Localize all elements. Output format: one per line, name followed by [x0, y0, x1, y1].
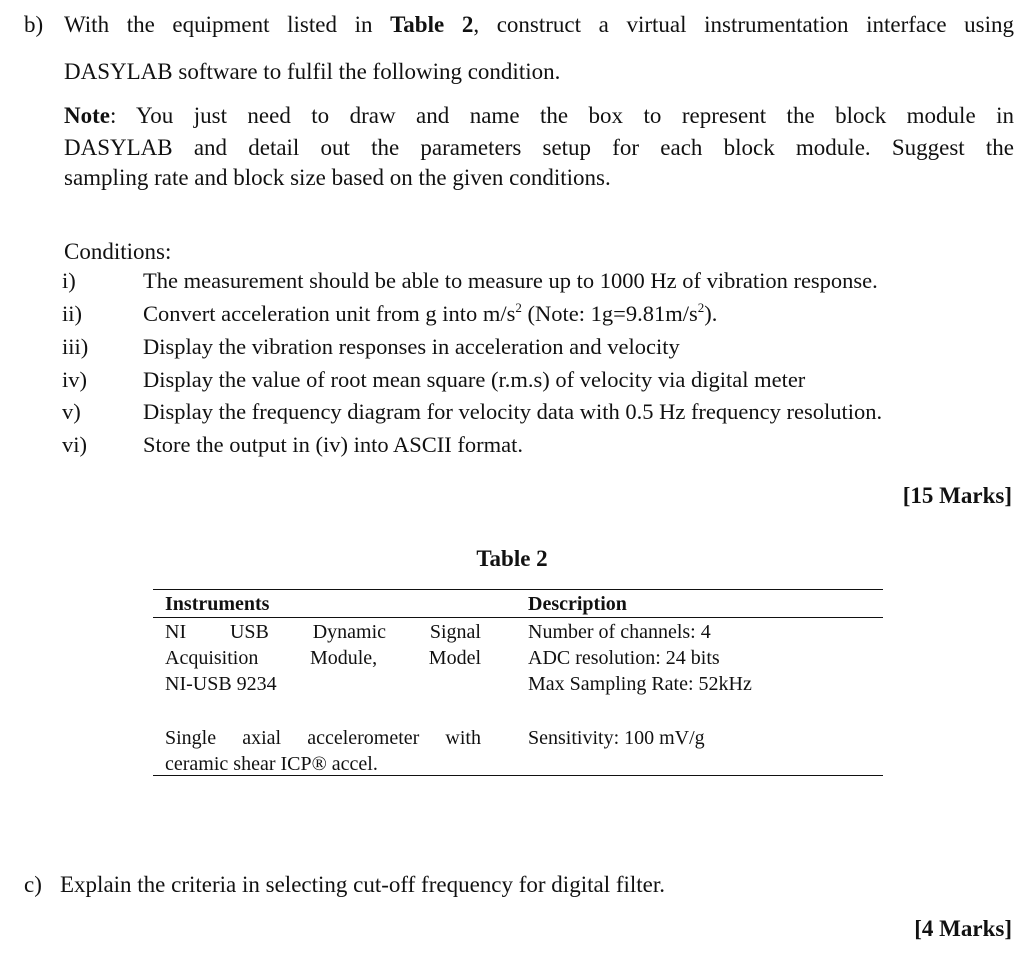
condition-text: Convert acceleration unit from g into $m/s^2$ (Note: $1g=9.81m/s^2$). [143, 300, 718, 326]
condition-item [0, 399, 1024, 429]
condition-number: v) [62, 399, 81, 424]
condition-number: ii) [62, 301, 82, 326]
condition-item [0, 432, 1024, 462]
instrument-line: Acquisition Module, Model [165, 647, 481, 669]
conditions-heading: Conditions: [64, 239, 172, 264]
condition-text: Display the value of root mean square (r.m.s) of velocity via digital meter [143, 367, 806, 392]
condition-text: Display the frequency diagram for velocity data with 0.5 Hz frequency resolution. [143, 399, 883, 424]
table-row-description: Number of channels: 4 ADC resolution: 24 bits Max Sampling Rate: 52kHz [528, 621, 752, 695]
note-line2: DASYLAB and detail out the parameters setup for each block module. Suggest the [64, 135, 1014, 160]
condition-number: vi) [62, 432, 87, 457]
condition-item [0, 367, 1024, 397]
instrument-line: Single axial accelerometer with [165, 727, 481, 749]
part-c-text: Explain the criteria in selecting cut-off frequency for digital filter. [60, 872, 666, 897]
table-row-description: Sensitivity: 100 mV/g [528, 727, 705, 749]
part-b-label: b) [24, 12, 44, 37]
part-c-label: c) [24, 872, 42, 897]
condition-item [0, 268, 1024, 298]
part-b-marks: [15 Marks] [902, 483, 1012, 508]
column-header-instruments: Instruments [165, 593, 270, 615]
part-b-line2: DASYLAB software to fulfil the following condition. [64, 59, 561, 84]
header-rule [153, 617, 883, 618]
part-c-marks: [4 Marks] [914, 916, 1012, 941]
table-row-instrument [165, 725, 481, 777]
condition-text: Display the vibration responses in acceleration and velocity [143, 334, 680, 359]
condition-text: The measurement should be able to measure up to 1000 Hz of vibration response. [143, 268, 878, 293]
condition-item [0, 301, 1024, 331]
table-top-rule [153, 589, 883, 590]
condition-number: iv) [62, 367, 87, 392]
instrument-line: ceramic shear ICP® accel. [165, 753, 378, 775]
instrument-line: NI USB Dynamic Signal [165, 621, 481, 643]
column-header-description: Description [528, 593, 627, 615]
table-caption: Table 2 [476, 546, 548, 571]
condition-number: iii) [62, 334, 89, 359]
note-line3: sampling rate and block size based on the given conditions. [64, 165, 611, 190]
table-bottom-rule [153, 775, 883, 776]
table-row-instrument [165, 619, 481, 697]
instrument-line: NI-USB 9234 [165, 673, 277, 695]
condition-text: Store the output in (iv) into ASCII format. [143, 432, 523, 457]
condition-number: i) [62, 268, 76, 293]
part-b-line1: With the equipment listed in Table 2, construct a virtual instrumentation interface using [64, 12, 1014, 37]
note-line1: Note: You just need to draw and name the box to represent the block module in [64, 103, 1014, 128]
condition-item [0, 334, 1024, 364]
